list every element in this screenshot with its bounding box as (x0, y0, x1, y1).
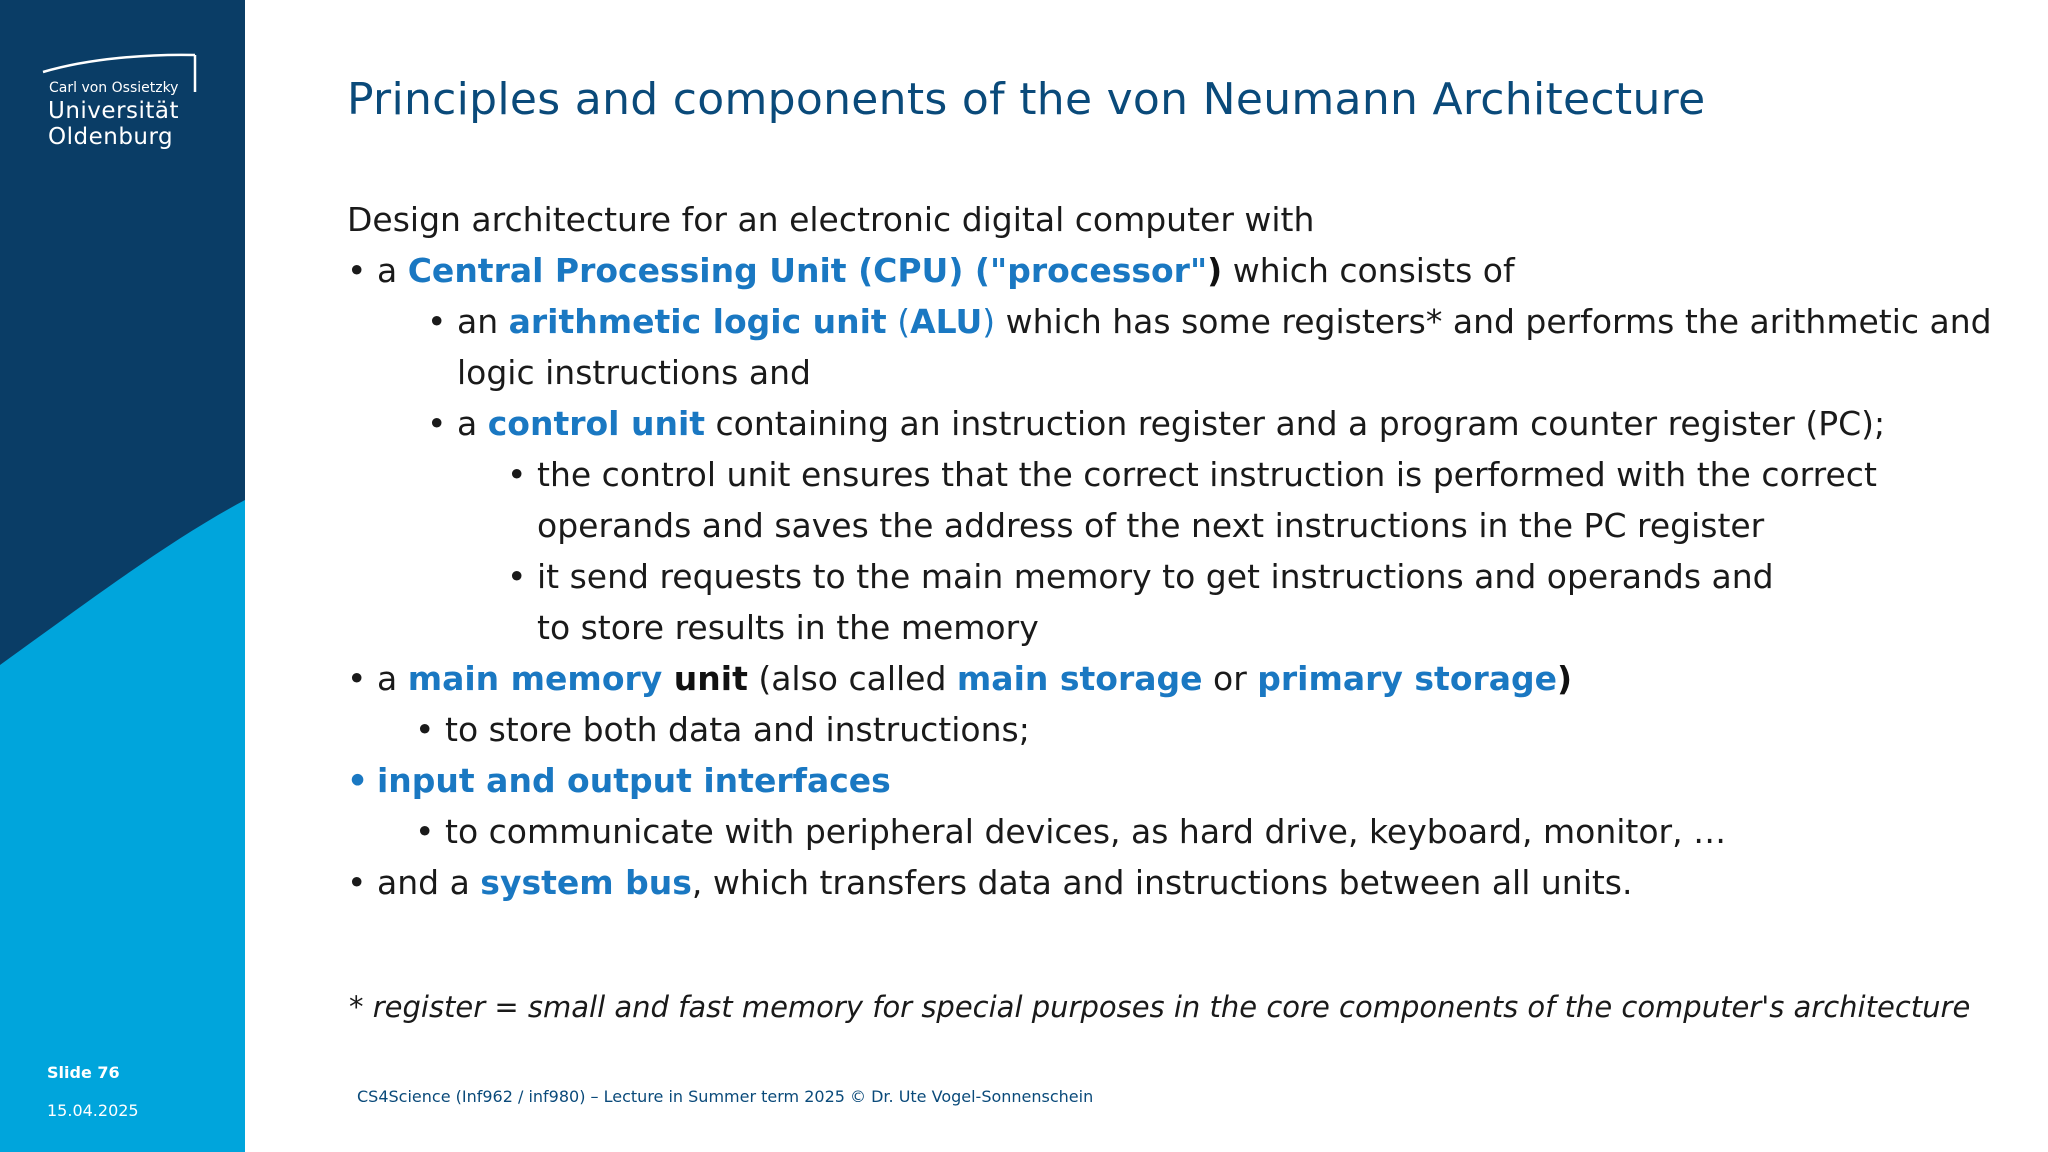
text: which has some registers* and performs the arithmetic and (995, 302, 1992, 341)
text: which consists of (1222, 251, 1515, 290)
highlight-term: ALU (910, 302, 983, 341)
list-item-system-bus (347, 857, 1987, 908)
slide-title: Principles and components of the von Neumann Architecture (347, 74, 1706, 125)
text: or (1202, 659, 1258, 698)
bullet-icon: • (427, 302, 447, 341)
list-item-memory-sub (347, 704, 1987, 755)
text: ) (1207, 251, 1223, 290)
highlight-term: main memory (407, 659, 663, 698)
intro-text: Design architecture for an electronic digital computer with (347, 200, 1315, 239)
text: a (377, 659, 408, 698)
text: to store results in the memory (537, 608, 1039, 647)
footer-text: CS4Science (Inf962 / inf980) – Lecture in Summer term 2025 © Dr. Ute Vogel-Sonnenschein (357, 1087, 1094, 1106)
highlight-term: input and output interfaces (377, 761, 891, 800)
sidebar (0, 0, 245, 1152)
text: logic instructions and (457, 353, 811, 392)
text: the control unit ensures that the correct instruction is performed with the correct (537, 455, 1877, 494)
highlight-term: primary storage (1257, 659, 1558, 698)
bullet-icon: • (415, 710, 435, 749)
bold-text: unit (662, 659, 748, 698)
text: (also called (747, 659, 957, 698)
slide-date: 15.04.2025 (47, 1101, 139, 1120)
list-item-alu-continued (347, 347, 1987, 398)
intro-line (347, 194, 1987, 245)
text: an (457, 302, 509, 341)
sidebar-background (0, 0, 245, 1152)
text: to communicate with peripheral devices, as hard drive, keyboard, monitor, … (445, 812, 1727, 851)
text: containing an instruction register and a program counter register (PC); (705, 404, 1886, 443)
bullet-icon: • (347, 863, 367, 902)
university-logo (40, 50, 210, 160)
slide-content (347, 194, 1992, 908)
text: to store both data and instructions; (445, 710, 1030, 749)
text: , which transfers data and instructions between all units. (691, 863, 1633, 902)
list-item-control-sub2-continued (347, 602, 1987, 653)
text: a (377, 251, 408, 290)
highlight-term: Central Processing Unit (CPU) ("processor" (407, 251, 1208, 290)
highlight-term: system bus (480, 863, 692, 902)
text: and a (377, 863, 481, 902)
bullet-icon: • (427, 404, 447, 443)
bullet-icon: • (415, 812, 435, 851)
text: it send requests to the main memory to get instructions and operands and (537, 557, 1774, 596)
list-item-cpu (347, 245, 1987, 296)
logo-text-line1: Carl von Ossietzky (49, 80, 179, 96)
text: a (457, 404, 488, 443)
highlight-term: main storage (956, 659, 1203, 698)
list-item-io-sub (347, 806, 1987, 857)
list-item-control-unit (347, 398, 1987, 449)
slide-number: Slide 76 (47, 1063, 120, 1082)
logo-text-line2: Universität (48, 98, 180, 124)
logo-text-line3: Oldenburg (48, 124, 174, 150)
list-item-control-sub1 (347, 449, 1987, 500)
highlight-term: arithmetic logic unit (508, 302, 887, 341)
list-item-io (347, 755, 1987, 806)
footnote: * register = small and fast memory for special purposes in the core components of the computer's architecture (349, 990, 1971, 1024)
list-item-memory (347, 653, 1987, 704)
text: ( (886, 302, 911, 341)
highlight-term: control unit (487, 404, 706, 443)
bullet-icon: • (507, 557, 527, 596)
list-item-alu (347, 296, 1992, 347)
bullet-icon: • (347, 659, 367, 698)
bullet-icon: • (347, 251, 367, 290)
bullet-icon: • (347, 761, 369, 800)
text: ) (1557, 659, 1573, 698)
bullet-icon: • (507, 455, 527, 494)
list-item-control-sub2 (347, 551, 1987, 602)
text: operands and saves the address of the next instructions in the PC register (537, 506, 1765, 545)
text: ) (982, 302, 996, 341)
list-item-control-sub1-continued (347, 500, 1987, 551)
